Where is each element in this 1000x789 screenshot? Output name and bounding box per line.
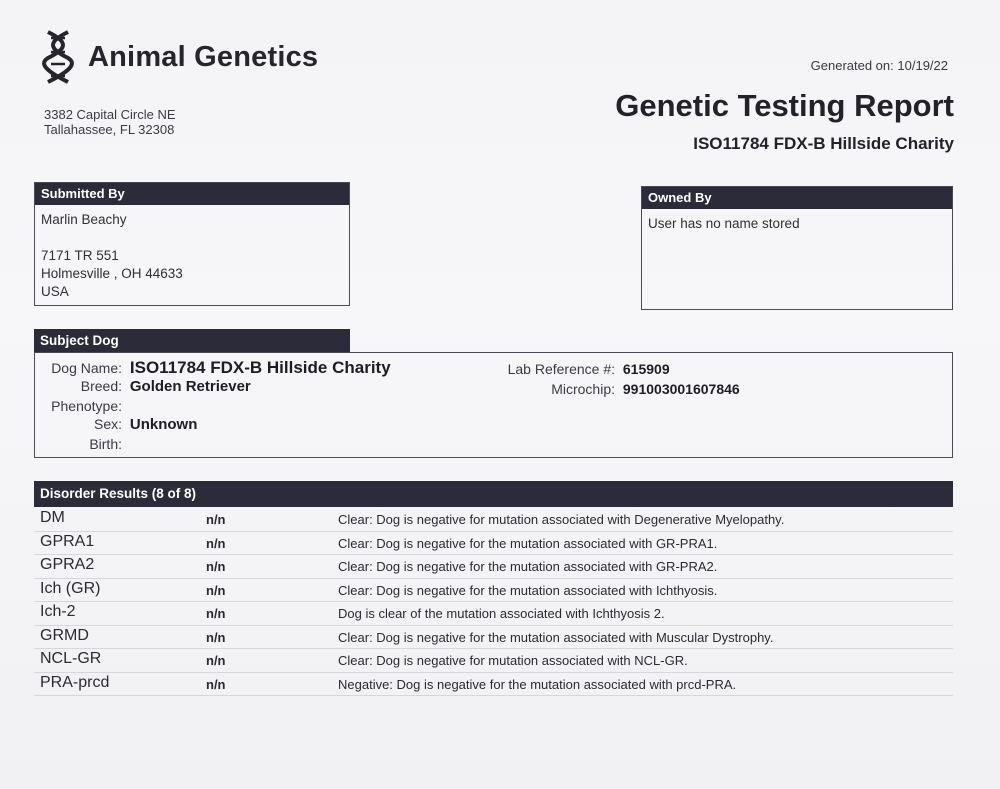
disorder-description: Clear: Dog is negative for the mutation associated with Ichthyosis. <box>338 582 718 598</box>
disorder-description: Clear: Dog is negative for the mutation associated with Muscular Dystrophy. <box>338 629 774 645</box>
disorder-genotype: n/n <box>206 653 226 668</box>
disorder-description: Clear: Dog is negative for the mutation associated with GR-PRA2. <box>338 559 718 574</box>
dna-helix-icon <box>40 28 76 86</box>
disorder-genotype: n/n <box>206 559 226 574</box>
sex-label: Sex: <box>93 416 122 432</box>
submitted-by-box <box>34 182 350 306</box>
submitter-city: Holmesville , OH 44633 <box>41 266 183 281</box>
disorder-description: Clear: Dog is negative for the mutation associated with GR-PRA1. <box>338 535 718 551</box>
phenotype-field <box>40 398 126 414</box>
dog-name-label: Dog Name: <box>51 360 122 376</box>
lab-reference-value: 615909 <box>622 361 670 377</box>
address-line-1: 3382 Capital Circle NE <box>44 107 176 122</box>
owner-text: User has no name stored <box>648 216 800 231</box>
table-row <box>34 649 953 673</box>
disorder-code: PRA-prcd <box>40 673 110 691</box>
table-row <box>34 508 953 532</box>
subject-dog-title: Subject Dog <box>34 329 350 353</box>
report-title: Genetic Testing Report <box>615 88 954 123</box>
submitter-country: USA <box>41 284 69 299</box>
submitted-by-title: Submitted By <box>35 183 349 205</box>
phenotype-label: Phenotype: <box>51 398 122 414</box>
birth-field <box>40 436 126 452</box>
table-row <box>34 673 953 697</box>
table-row <box>34 579 953 603</box>
disorder-code: Ich-2 <box>40 603 76 620</box>
disorder-code: GPRA2 <box>40 556 95 573</box>
table-row <box>34 602 953 626</box>
disorder-code: Ich (GR) <box>40 579 101 597</box>
disorder-genotype: n/n <box>206 512 226 527</box>
table-row <box>34 555 953 579</box>
subject-dog-box <box>34 352 953 458</box>
generated-on <box>811 58 948 73</box>
dog-name-field <box>40 358 391 378</box>
company-address <box>44 107 176 137</box>
disorder-genotype: n/n <box>206 582 226 598</box>
microchip-label: Microchip: <box>551 381 615 397</box>
company-logo <box>40 28 318 86</box>
generated-label: Generated on: <box>810 58 894 73</box>
disorder-genotype: n/n <box>206 676 226 692</box>
breed-value: Golden Retriever <box>129 378 251 395</box>
sex-value: Unknown <box>129 416 198 433</box>
owned-by-title: Owned By <box>642 187 952 209</box>
disorder-description: Clear: Dog is negative for mutation associated with Degenerative Myelopathy. <box>338 512 785 527</box>
disorder-code: NCL-GR <box>40 650 102 667</box>
disorder-description: Dog is clear of the mutation associated with Ichthyosis 2. <box>338 606 665 621</box>
dog-name-value: ISO11784 FDX-B Hillside Charity <box>129 358 391 377</box>
table-row <box>34 626 953 650</box>
breed-field <box>40 378 251 395</box>
disorder-results-title: Disorder Results (8 of 8) <box>34 481 953 507</box>
microchip-field <box>475 381 740 397</box>
disorder-code: DM <box>40 509 65 526</box>
microchip-value: 991003001607846 <box>622 381 740 397</box>
disorder-genotype: n/n <box>206 535 226 551</box>
lab-reference-field <box>475 361 670 377</box>
lab-reference-label: Lab Reference #: <box>507 361 615 377</box>
disorder-genotype: n/n <box>206 629 226 645</box>
owned-by-box <box>641 186 953 310</box>
submitter-name: Marlin Beachy <box>41 212 127 227</box>
submitter-street: 7171 TR 551 <box>41 248 119 263</box>
address-line-2: Tallahassee, FL 32308 <box>44 122 175 137</box>
birth-label: Birth: <box>89 436 122 452</box>
report-subtitle: ISO11784 FDX-B Hillside Charity <box>693 134 954 153</box>
sex-field <box>40 416 197 433</box>
generated-date: 10/19/22 <box>897 58 948 73</box>
disorder-description: Clear: Dog is negative for mutation associated with NCL-GR. <box>338 653 688 668</box>
breed-label: Breed: <box>80 378 122 394</box>
table-row <box>34 532 953 556</box>
disorder-code: GRMD <box>40 626 89 644</box>
company-name: Animal Genetics <box>88 40 319 73</box>
disorder-genotype: n/n <box>206 606 226 621</box>
disorder-description: Negative: Dog is negative for the mutation associated with prcd-PRA. <box>338 676 737 692</box>
disorder-code: GPRA1 <box>40 532 95 550</box>
disorder-results-table <box>34 508 953 696</box>
